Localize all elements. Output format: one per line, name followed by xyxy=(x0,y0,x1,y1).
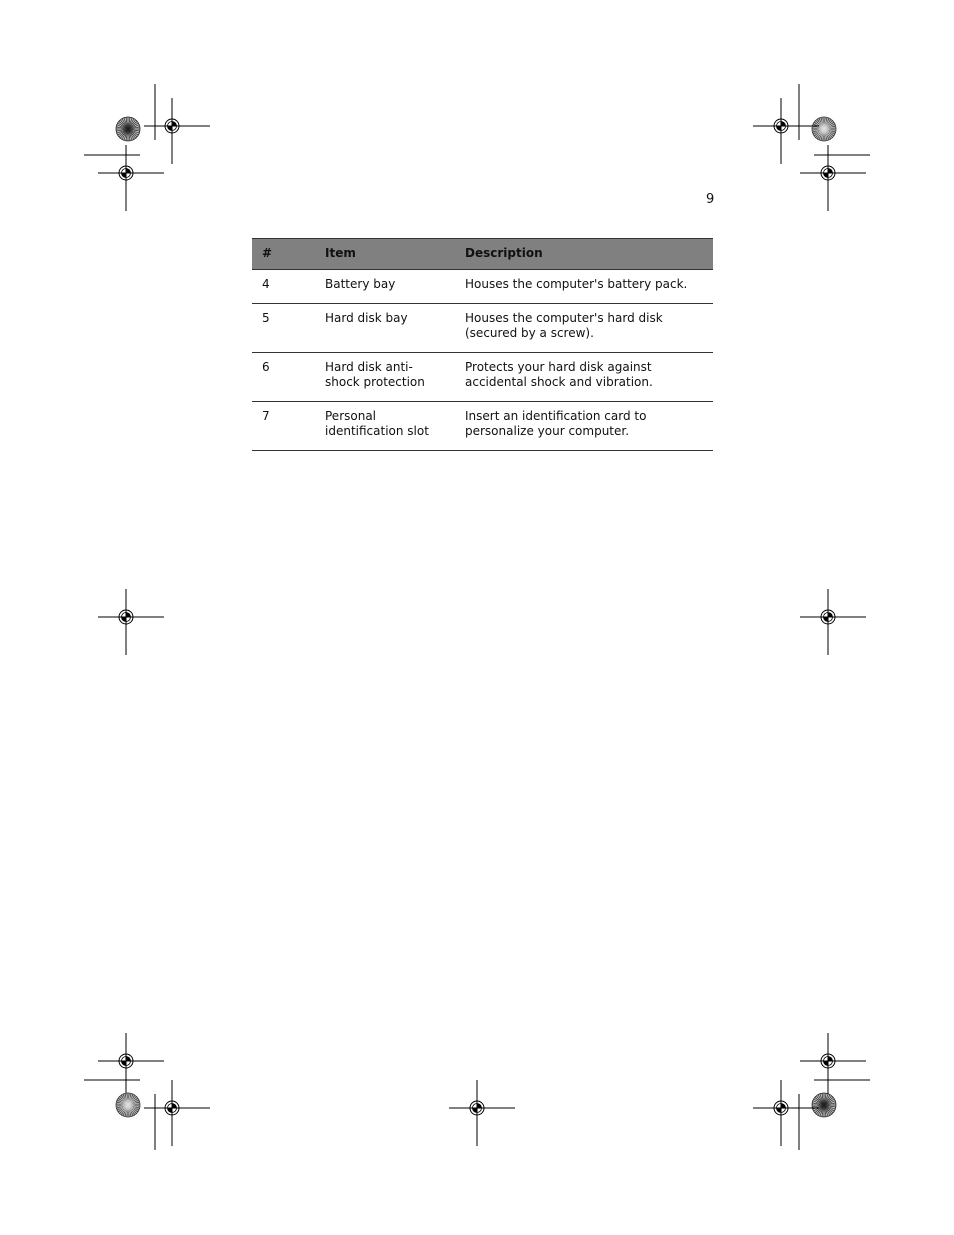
cell-number: 4 xyxy=(252,270,315,304)
table-row xyxy=(252,352,713,401)
registration-mark-icon xyxy=(98,589,164,655)
cell-description: Insert an identification card to personalize your computer. xyxy=(455,401,713,450)
table-row xyxy=(252,303,713,352)
cell-description: Protects your hard disk against accidental shock and vibration. xyxy=(455,352,713,401)
cell-item: Hard disk anti-shock protection xyxy=(315,352,455,401)
cell-number: 7 xyxy=(252,401,315,450)
cell-description: Houses the computer's hard disk (secured by a screw). xyxy=(455,303,713,352)
column-header-item: Item xyxy=(315,239,455,270)
star-target-icon xyxy=(116,1093,140,1117)
page-number: 9 xyxy=(706,192,715,207)
table-row xyxy=(252,270,713,304)
cell-item: Battery bay xyxy=(315,270,455,304)
registration-mark-icon xyxy=(800,1033,866,1099)
star-target-icon xyxy=(812,117,836,141)
cell-description: Houses the computer's battery pack. xyxy=(455,270,713,304)
cell-item: Personal identification slot xyxy=(315,401,455,450)
registration-mark-icon xyxy=(449,1080,515,1146)
column-header-description: Description xyxy=(455,239,713,270)
table-header-row xyxy=(252,239,713,270)
registration-mark-icon xyxy=(144,1080,210,1146)
registration-mark-icon xyxy=(800,589,866,655)
cell-number: 6 xyxy=(252,352,315,401)
cell-number: 5 xyxy=(252,303,315,352)
table-row xyxy=(252,401,713,450)
registration-mark-icon xyxy=(753,98,819,164)
star-target-icon xyxy=(812,1093,836,1117)
star-target-icon xyxy=(116,117,140,141)
registration-mark-icon xyxy=(753,1080,819,1146)
registration-mark-icon xyxy=(144,98,210,164)
column-header-number: # xyxy=(252,239,315,270)
registration-mark-icon xyxy=(98,1033,164,1099)
cell-item: Hard disk bay xyxy=(315,303,455,352)
spec-table xyxy=(252,238,713,451)
